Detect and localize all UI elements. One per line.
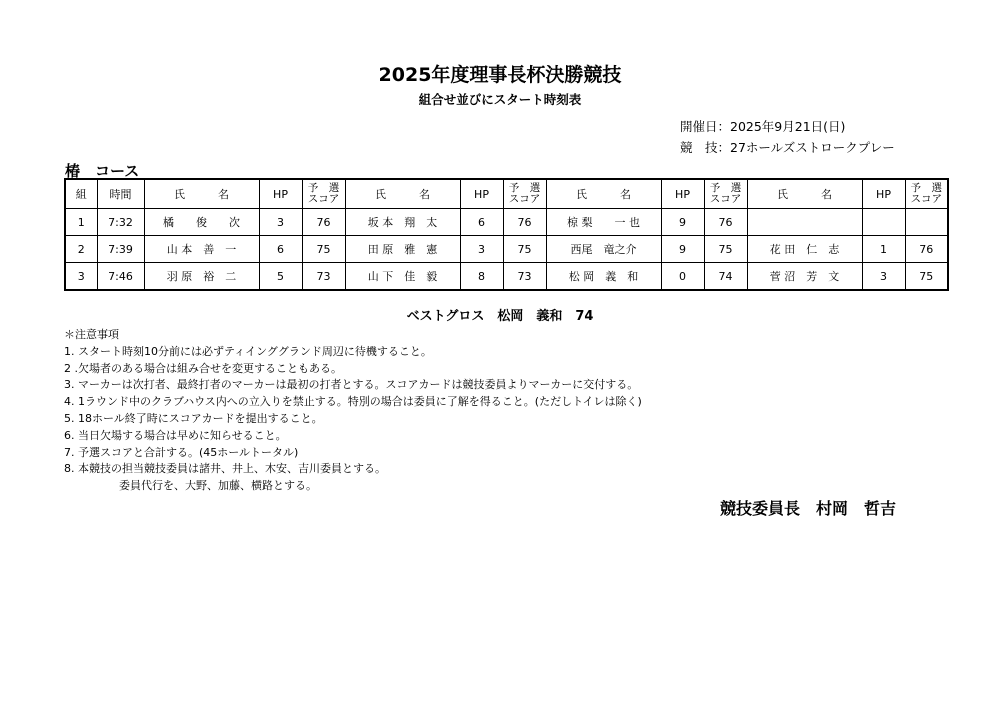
player-name: 羽 原 裕 二 [144,263,259,291]
player-hp: 3 [259,209,302,236]
header-group: 組 [65,179,97,209]
player-score: 76 [905,236,948,263]
group-number: 1 [65,209,97,236]
header-qualifying-score: 予 選 スコア [503,179,546,209]
note-item: 1. スタート時刻10分前には必ずティインググランド周辺に待機すること。 [64,344,432,358]
pairing-table [64,178,949,291]
page-title: 2025年度理事長杯決勝競技 [378,64,622,86]
player-hp: 9 [661,209,704,236]
header-hp: HP [460,179,503,209]
player-name: 松 岡 義 和 [546,263,661,291]
player-score: 73 [302,263,345,291]
note-item: 8. 本競技の担当競技委員は諸井、井上、木安、吉川委員とする。 [64,462,386,476]
group-number: 2 [65,236,97,263]
committee-chair-signature: 競技委員長 村岡 哲吉 [720,499,897,518]
header-qualifying-score: 予 選 スコア [905,179,948,209]
player-name: 菅 沼 芳 文 [747,263,862,291]
note-item: 委員代行を、大野、加藤、横路とする。 [64,479,317,493]
player-hp: 8 [460,263,503,291]
note-item: 5. 18ホール終了時にスコアカードを提出すること。 [64,411,323,425]
player-score: 73 [503,263,546,291]
player-hp: 0 [661,263,704,291]
player-hp: 3 [460,236,503,263]
player-score: 75 [503,236,546,263]
start-time: 7:46 [97,263,144,291]
player-hp: 3 [862,263,905,291]
player-hp: 6 [259,236,302,263]
header-name: 氏 名 [546,179,661,209]
table-row [65,209,948,236]
note-item: 4. 1ラウンド中のクラブハウス内への立入りを禁止する。特別の場合は委員に了解を得ること。(ただしトイレは除く) [64,395,642,409]
player-name: 橘 俊 次 [144,209,259,236]
player-name: 田 原 雅 憲 [345,236,460,263]
player-score: 75 [704,236,747,263]
header-name: 氏 名 [747,179,862,209]
note-item: 6. 当日欠場する場合は早めに知らせること。 [64,428,287,442]
player-hp: 5 [259,263,302,291]
start-time: 7:32 [97,209,144,236]
header-hp: HP [862,179,905,209]
player-name: 椋 梨 一 也 [546,209,661,236]
player-hp: 9 [661,236,704,263]
player-score: 76 [302,209,345,236]
note-item: 2 .欠場者のある場合は組み合せを変更することもある。 [64,361,342,375]
player-score: 75 [905,263,948,291]
header-name: 氏 名 [345,179,460,209]
start-time: 7:39 [97,236,144,263]
note-item: 3. マーカーは次打者、最終打者のマーカーは最初の打者とする。スコアカードは競技委員よりマーカーに交付する。 [64,378,639,392]
best-gross: ベストグロス 松岡 義和 74 [406,309,594,324]
player-name: 花 田 仁 志 [747,236,862,263]
player-name: 山 下 佳 毅 [345,263,460,291]
competition-format: 競 技：27ホールズストロークプレー [680,140,895,155]
player-score: 75 [302,236,345,263]
player-name [747,209,862,236]
header-name: 氏 名 [144,179,259,209]
player-score: 76 [704,209,747,236]
header-time: 時間 [97,179,144,209]
player-name: 西尾 竜之介 [546,236,661,263]
table-row [65,236,948,263]
page-subtitle: 組合せ並びにスタート時刻表 [418,92,582,107]
note-item: 7. 予選スコアと合計する。(45ホールトータル) [64,445,299,459]
course-name: 椿 コース [65,162,140,180]
notes-section [64,327,642,495]
header-hp: HP [661,179,704,209]
event-date: 開催日：2025年9月21日(日) [680,119,846,134]
player-hp: 6 [460,209,503,236]
player-score: 74 [704,263,747,291]
notes-heading: ＊注意事項 [64,328,119,341]
header-qualifying-score: 予 選 スコア [302,179,345,209]
player-score: 76 [503,209,546,236]
player-hp [862,209,905,236]
player-hp: 1 [862,236,905,263]
table-row [65,263,948,291]
header-hp: HP [259,179,302,209]
player-name: 山 本 善 一 [144,236,259,263]
player-score [905,209,948,236]
table-header-row [65,179,948,209]
header-qualifying-score: 予 選 スコア [704,179,747,209]
group-number: 3 [65,263,97,291]
player-name: 坂 本 翔 太 [345,209,460,236]
